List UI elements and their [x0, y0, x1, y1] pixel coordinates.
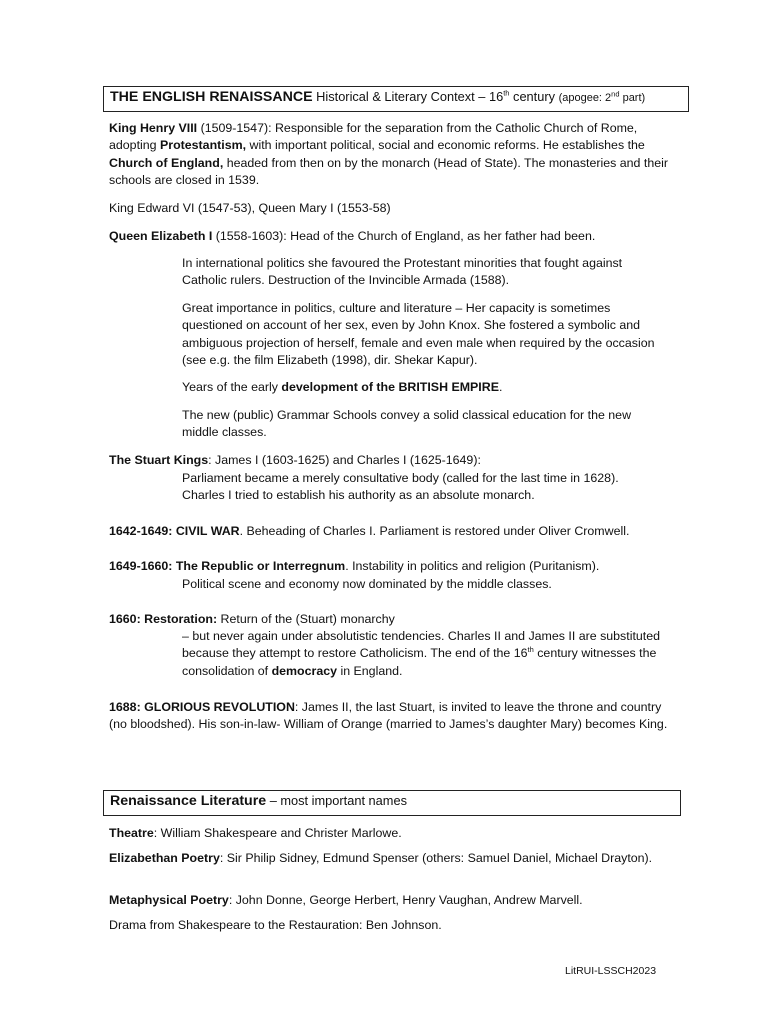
paragraph-civil-war: 1642-1649: CIVIL WAR. Beheading of Charles I. Parliament is restored under Oliver Cromwell. — [109, 524, 630, 538]
stuart-line-charles: Charles I tried to establish his authority as an absolute monarch. — [182, 488, 535, 502]
section-heading-renaissance-literature — [103, 790, 681, 816]
paragraph-drama: Drama from Shakespeare to the Restauration: Ben Johnson. — [109, 918, 442, 932]
paragraph-theatre: Theatre: William Shakespeare and Christer Marlowe. — [109, 826, 402, 840]
footer-code: LitRUI-LSSCH2023 — [565, 965, 657, 977]
paragraph-elizabeth-culture: Great importance in politics, culture and literature – Her capacity is sometimes questioned on account of her sex, even by John Knox. She fostered a symbolic and ambiguous projection of herself, female and even male when required by the occasion (see e.g. the film Elizabeth (1998), dir. Shekar Kapur). — [182, 301, 655, 367]
paragraph-republic: 1649-1660: The Republic or Interregnum. Instability in politics and religion (Puritanism). — [109, 559, 600, 573]
republic-line: Political scene and economy now dominated by the middle classes. — [182, 577, 552, 591]
paragraph-edward-mary: King Edward VI (1547-53), Queen Mary I (1553-58) — [109, 201, 391, 215]
section2-subtitle: – most important names — [266, 793, 407, 808]
paragraph-elizabethan-poetry: Elizabethan Poetry: Sir Philip Sidney, Edmund Spenser (others: Samuel Daniel, Michael Drayton). — [109, 851, 653, 865]
paragraph-grammar-schools: The new (public) Grammar Schools convey a solid classical education for the new middle classes. — [182, 408, 632, 440]
paragraph-restoration: 1660: Restoration: Return of the (Stuart) monarchy — [109, 612, 395, 626]
stuart-line-parliament: Parliament became a merely consultative body (called for the last time in 1628). — [182, 471, 619, 485]
paragraph-british-empire: Years of the early development of the BRITISH EMPIRE. — [182, 380, 503, 394]
section-heading-english-renaissance — [103, 86, 689, 112]
paragraph-metaphysical-poetry: Metaphysical Poetry: John Donne, George Herbert, Henry Vaughan, Andrew Marvell. — [109, 893, 583, 907]
paragraph-glorious-revolution: 1688: GLORIOUS REVOLUTION: James II, the last Stuart, is invited to leave the throne and country (no bloodshed). His son-in-law- William of Orange (married to James’s daughter Mary) becomes King. — [109, 700, 668, 732]
apogee-note: (apogee: 2nd part) — [558, 89, 646, 104]
paragraph-elizabeth: Queen Elizabeth I (1558-1603): Head of the Church of England, as her father had been. — [109, 229, 596, 243]
restoration-detail: – but never again under absolutistic tendencies. Charles II and James II are substituted because they attempt to restore Catholicism. The end of the 16th century witnesses the consolidation of democracy in England. — [182, 629, 661, 678]
section2-title: Renaissance Literature — [110, 793, 267, 809]
paragraph-elizabeth-politics: In international politics she favoured the Protestant minorities that fought against Catholic rulers. Destruction of the Invincible Armada (1588). — [182, 256, 623, 288]
section-subtitle: Historical & Literary Context – 16th century — [312, 88, 559, 104]
paragraph-stuart-kings: The Stuart Kings: James I (1603-1625) and Charles I (1625-1649): — [109, 453, 481, 467]
paragraph-henry-viii: King Henry VIII (1509-1547): Responsible for the separation from the Catholic Church of Rome, adopting Protestantism, with important political, social and economic reforms. He establishes the Church of England, headed from then on by the monarch (Head of State). The monasteries and their schools are closed in 1539. — [109, 121, 668, 187]
section-title: THE ENGLISH RENAISSANCE — [110, 89, 313, 105]
